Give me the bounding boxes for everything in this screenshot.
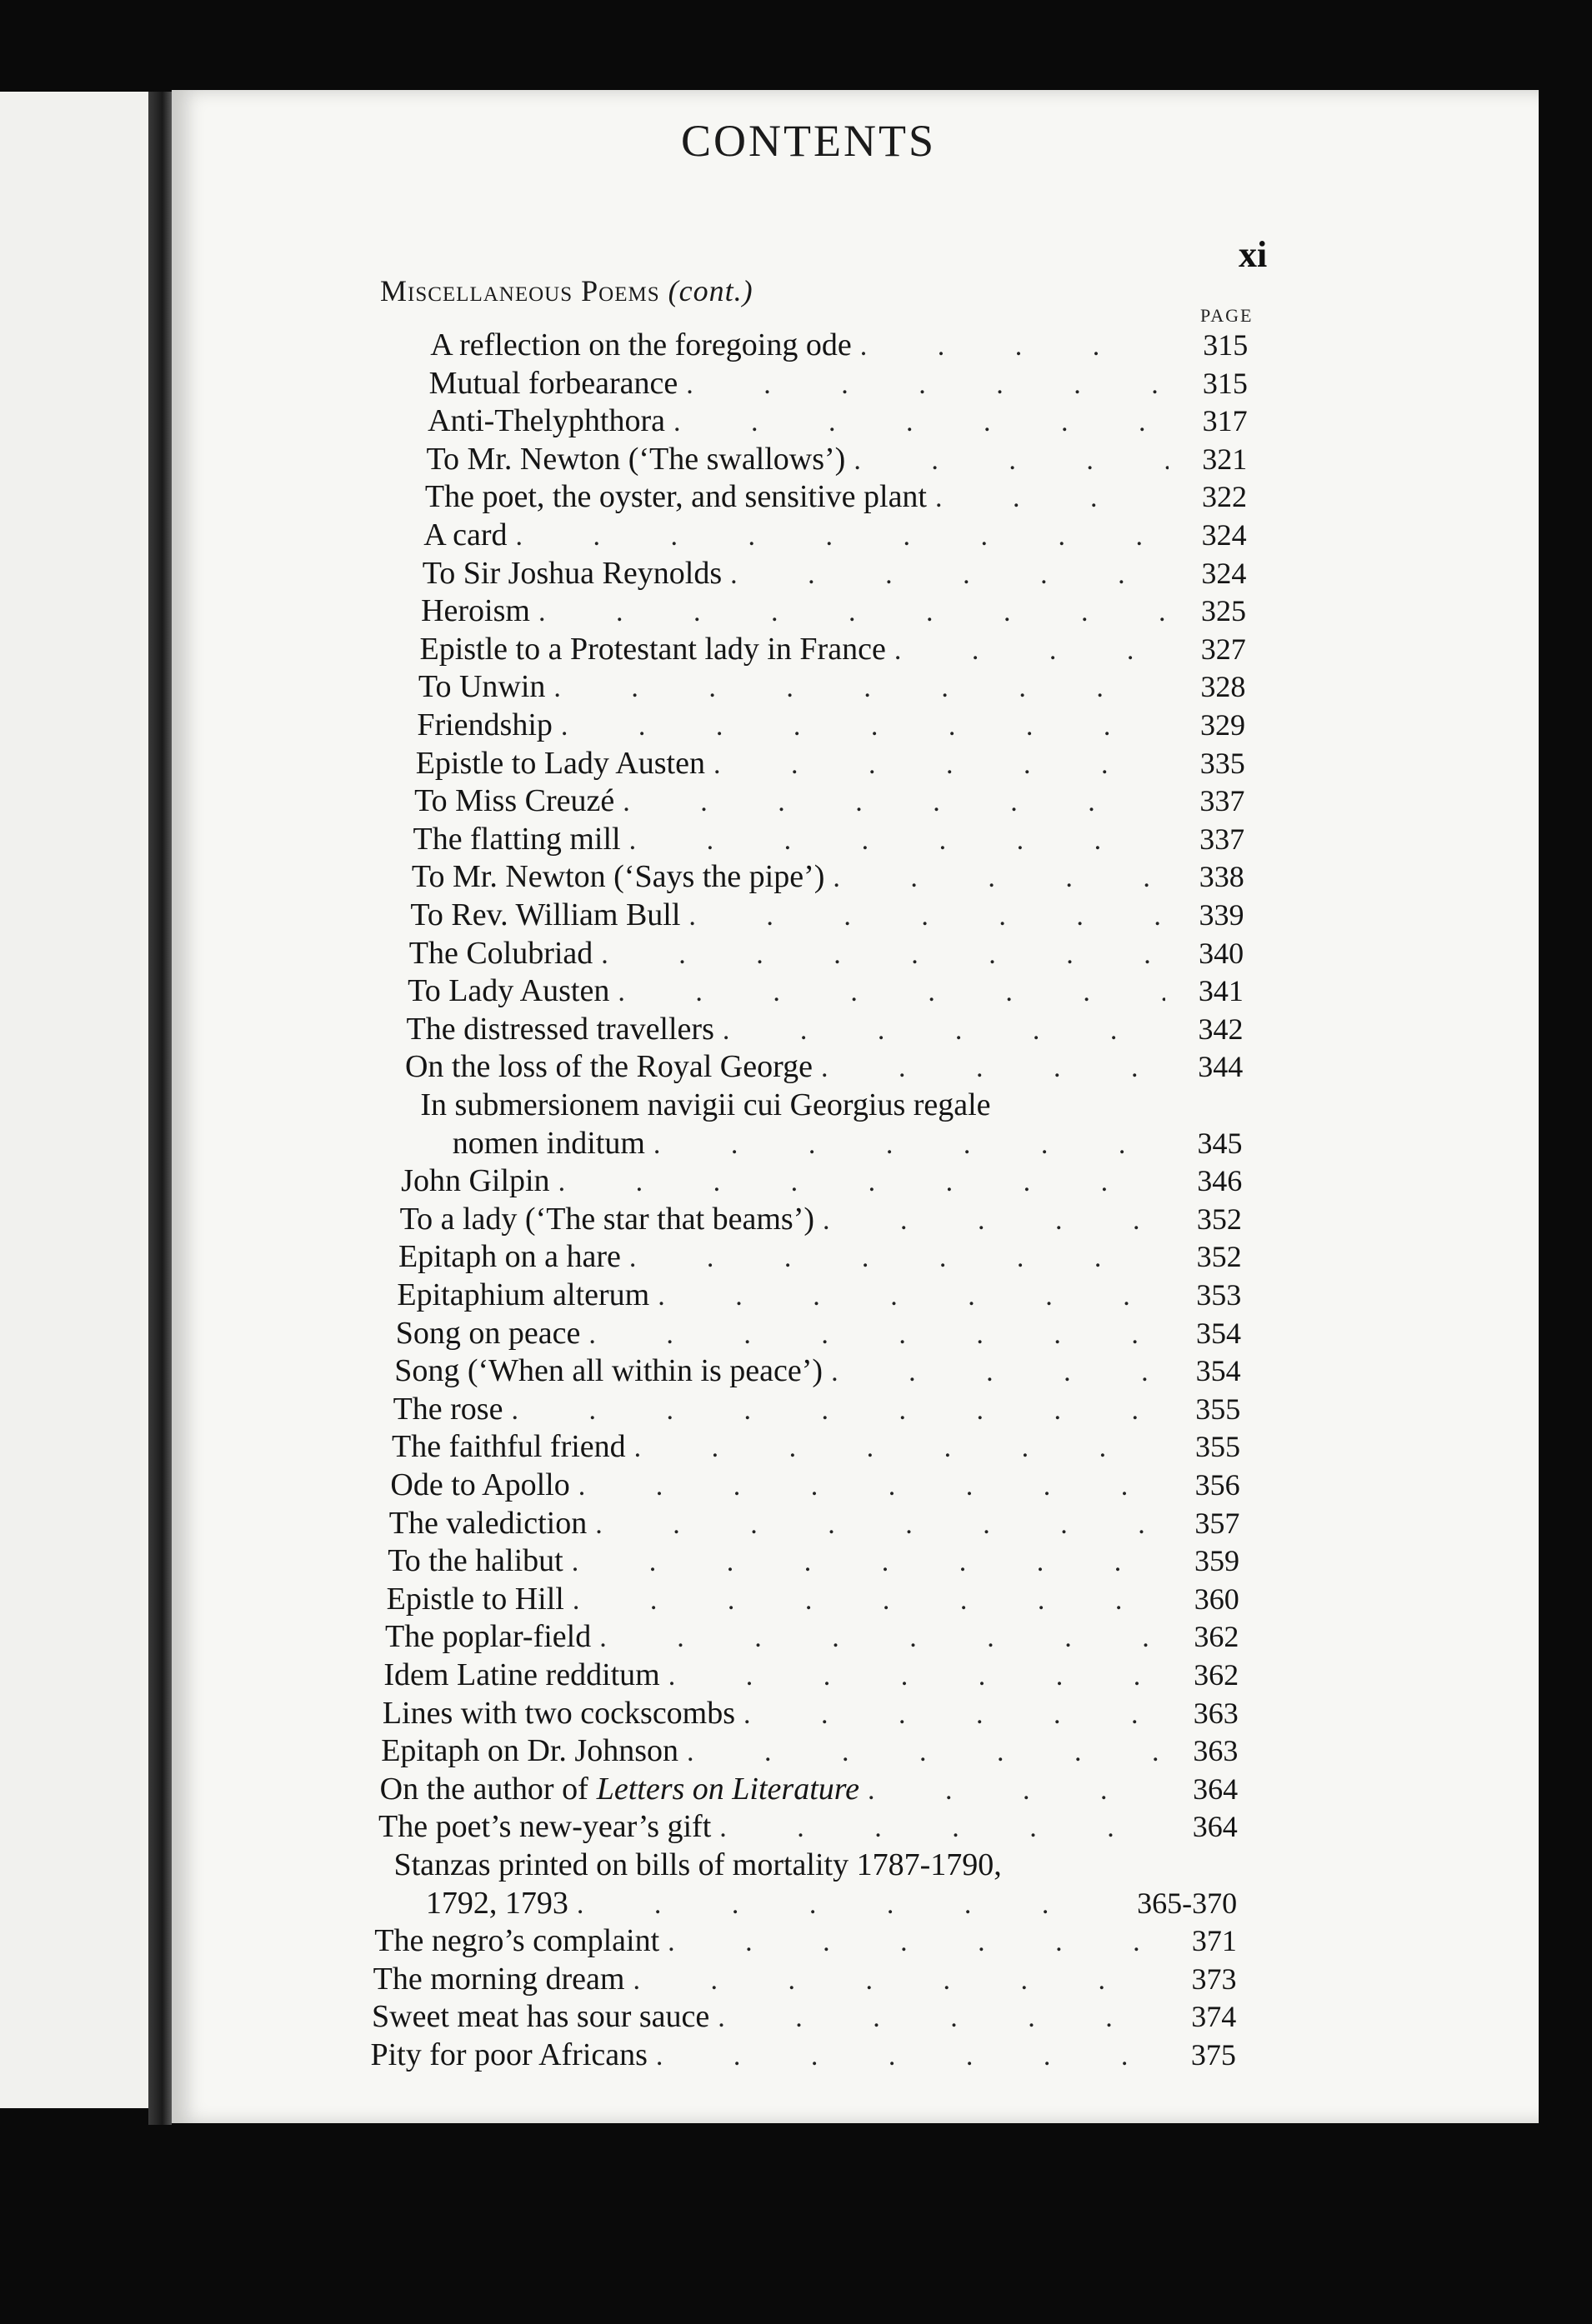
section-title: Miscellaneous Poems [380, 274, 660, 307]
toc-entry [423, 555, 1247, 593]
toc-entry-page: 339 [1199, 898, 1244, 932]
toc-entry-title: Epitaph on Dr. Johnson [381, 1733, 678, 1769]
toc-entry-page: 321 [1202, 442, 1248, 476]
toc-entry [400, 1201, 1242, 1239]
dot-leader [718, 2002, 1158, 2034]
toc-entry [428, 402, 1248, 441]
toc-entry-title: Song on peace [395, 1315, 581, 1351]
toc-entry-page: 355 [1194, 1430, 1240, 1464]
toc-entry-page: 359 [1194, 1544, 1240, 1578]
toc-entry-title: On the loss of the Royal George [404, 1049, 813, 1085]
toc-entry [372, 1998, 1236, 2037]
toc-entry-title: The faithful friend [391, 1429, 626, 1465]
dot-leader [935, 482, 1169, 514]
toc-entry [417, 707, 1245, 745]
toc-entry [378, 1808, 1238, 1847]
toc-entry-title: Epistle to Lady Austen [415, 745, 705, 781]
toc-entry [408, 972, 1244, 1011]
dot-leader [629, 825, 1167, 857]
toc-entry-title-italic: Letters on Literature [596, 1771, 859, 1807]
toc-entry-title: The flatting mill [413, 821, 621, 857]
dot-leader [656, 2041, 1158, 2072]
toc-entry [401, 1162, 1242, 1201]
toc-entry-title: 1792, 1793 [425, 1885, 568, 1921]
toc-entry [394, 1352, 1240, 1391]
toc-entry-title: The Colubriad [408, 935, 593, 971]
toc-entry-title: To Unwin [418, 669, 546, 705]
dot-leader [578, 1471, 1162, 1502]
toc-entry-page: 337 [1199, 822, 1245, 856]
dot-leader [821, 1052, 1164, 1084]
toc-entry-title: Heroism [421, 593, 530, 629]
toc-entry-title: A reflection on the foregoing ode [430, 327, 852, 362]
dot-leader [719, 1812, 1159, 1844]
toc-entry-title: The valediction [388, 1505, 588, 1541]
dot-leader [868, 1775, 1159, 1807]
toc-entry-title: The poplar-field [385, 1619, 592, 1655]
dot-leader [629, 1242, 1164, 1274]
dot-leader [538, 597, 1168, 628]
toc-entry-title: The rose [393, 1391, 503, 1427]
toc-entry-title: The distressed travellers [406, 1011, 714, 1047]
toc-entry-page: 354 [1195, 1316, 1241, 1350]
toc-entry-page: 324 [1201, 518, 1247, 552]
dot-leader [730, 559, 1168, 591]
toc-entry [393, 1391, 1241, 1429]
toc-entry-title: John Gilpin [401, 1163, 550, 1199]
toc-entry [405, 1048, 1243, 1087]
toc-entry-page: 352 [1196, 1240, 1242, 1274]
toc-entry-page: 355 [1195, 1392, 1241, 1426]
dot-leader [601, 939, 1165, 971]
toc-entry-page: 374 [1191, 2000, 1237, 2034]
dot-leader [668, 1927, 1159, 1958]
section-continued: (cont.) [668, 274, 753, 307]
toc-entry [416, 745, 1245, 783]
toc-entry [374, 1922, 1237, 1961]
dot-leader [599, 1622, 1160, 1654]
dot-leader [633, 1965, 1158, 1997]
toc-entry [429, 365, 1248, 403]
toc-entry [397, 1277, 1241, 1315]
dot-leader [634, 1432, 1162, 1464]
dot-leader [860, 331, 1170, 362]
toc-entry-title: The negro’s complaint [374, 1923, 660, 1959]
toc-entry [373, 1961, 1237, 1999]
toc-entry-title: Ode to Apollo [390, 1467, 570, 1502]
dot-leader [653, 1129, 1164, 1161]
toc-entry [430, 327, 1248, 365]
toc-entry-line: In submersionem navigii cui Georgius regale [420, 1087, 991, 1122]
toc-entry-page: 362 [1194, 1620, 1239, 1654]
dot-leader [723, 1015, 1165, 1047]
toc-entry-title: Idem Latine redditum [383, 1657, 660, 1692]
toc-entry-title: To Rev. William Bull [410, 897, 681, 932]
toc-entry-page: 360 [1194, 1582, 1239, 1616]
dot-leader [577, 1889, 1104, 1921]
dot-leader [686, 369, 1169, 401]
dot-leader [831, 1357, 1163, 1388]
toc-entry-title: To Mr. Newton (‘The swallows’) [426, 441, 846, 477]
toc-entry-page: 363 [1193, 1734, 1239, 1768]
toc-entry-page: 365-370 [1137, 1886, 1238, 1920]
toc-entry [418, 668, 1245, 707]
toc-entry [420, 631, 1246, 669]
toc-entry-page: 371 [1191, 1924, 1237, 1958]
toc-entry [414, 782, 1244, 821]
toc-entry-page: 375 [1190, 2038, 1236, 2072]
dot-leader [713, 749, 1167, 781]
dot-leader [823, 1205, 1164, 1237]
toc-entry-page: 353 [1196, 1278, 1242, 1312]
toc-entry-title: To Miss Creuzé [414, 783, 615, 819]
toc-entry-page: 363 [1193, 1696, 1239, 1730]
toc-entry [383, 1695, 1239, 1733]
toc-entry [423, 517, 1246, 555]
toc-entry-title: A card [423, 517, 508, 552]
dot-leader [673, 407, 1169, 438]
toc-entry-page: 356 [1194, 1468, 1240, 1502]
toc-entry-title: Lines with two cockscombs [382, 1695, 736, 1731]
dot-leader [553, 672, 1167, 704]
toc-entry-page: 373 [1191, 1962, 1237, 1996]
toc-entry-title: On the author of [379, 1771, 588, 1807]
toc-entry-page: 317 [1202, 404, 1248, 438]
toc-entry-page: 364 [1193, 1772, 1239, 1806]
toc-entry [388, 1542, 1239, 1581]
toc-entry-title: nomen inditum [452, 1125, 645, 1161]
dot-leader [894, 635, 1168, 667]
toc-entry-title: To Lady Austen [408, 973, 610, 1009]
toc-entry [385, 1618, 1239, 1657]
toc-entry [389, 1505, 1240, 1543]
dot-leader [623, 787, 1166, 818]
toc-entry-page: 352 [1196, 1202, 1242, 1236]
dot-leader [833, 862, 1165, 894]
toc-entry-page: 315 [1203, 328, 1249, 362]
toc-entry-title: Epitaph on a hare [398, 1239, 621, 1275]
toc-entry [409, 935, 1244, 973]
toc-entry [421, 592, 1246, 631]
toc-entry-page: 344 [1198, 1050, 1244, 1084]
toc-entry [425, 478, 1247, 517]
toc-entry-page: 324 [1201, 556, 1247, 590]
toc-entry-page: 338 [1199, 860, 1244, 894]
toc-entry [398, 1238, 1242, 1277]
toc-entry-page: 341 [1198, 974, 1244, 1008]
toc-entry-page: 364 [1192, 1810, 1238, 1844]
dot-leader [588, 1319, 1163, 1351]
toc-entry-title: Pity for poor Africans [370, 2037, 648, 2072]
toc-entry-title: Anti-Thelyphthora [428, 403, 666, 439]
toc-entry-page: 357 [1194, 1506, 1240, 1540]
toc-entry [392, 1428, 1240, 1467]
dot-leader [561, 711, 1167, 742]
toc-entry-title: Epitaphium alterum [397, 1277, 650, 1312]
dot-leader [743, 1699, 1160, 1731]
dot-leader [658, 1281, 1163, 1312]
dot-leader [595, 1509, 1161, 1541]
toc-entry [426, 1885, 1237, 1923]
toc-entry-page: 335 [1199, 746, 1245, 780]
toc-entry-page: 345 [1197, 1126, 1243, 1160]
toc-entry-title: Epistle to Hill [386, 1581, 564, 1617]
toc-entry [390, 1467, 1239, 1505]
page-column-label: PAGE [1200, 305, 1254, 326]
running-head: CONTENTS [681, 116, 936, 166]
dot-leader [854, 445, 1169, 477]
toc-entry-title: To a lady (‘The star that beams’) [399, 1201, 815, 1237]
toc-entry-page: 329 [1200, 708, 1246, 742]
toc-entry-page: 354 [1195, 1354, 1241, 1388]
toc-entry-page: 340 [1199, 936, 1244, 970]
toc-entry-title: The morning dream [373, 1961, 625, 1997]
dot-leader [572, 1547, 1161, 1578]
toc-entry-title: The poet’s new-year’s gift [378, 1809, 712, 1845]
toc-entry [407, 1011, 1244, 1049]
toc-entry-title: To Sir Joshua Reynolds [422, 555, 723, 591]
toc-entry-page: 342 [1198, 1012, 1244, 1046]
toc-entry [453, 1125, 1243, 1163]
dot-leader [558, 1167, 1164, 1198]
toc-entry-page: 325 [1201, 594, 1246, 628]
toc-entry [426, 441, 1247, 479]
toc-entry [370, 2037, 1235, 2075]
toc-entry-page: 327 [1200, 632, 1246, 666]
dot-leader [688, 901, 1165, 932]
toc-entry [413, 821, 1245, 859]
dot-leader [668, 1661, 1160, 1692]
toc-entry-page: 328 [1200, 670, 1246, 704]
dot-leader [511, 1395, 1162, 1427]
toc-entry-page: 346 [1197, 1164, 1243, 1198]
toc-entry-page: 362 [1194, 1658, 1239, 1692]
dot-leader [618, 977, 1164, 1008]
toc-entry-title: Mutual forbearance [428, 365, 678, 401]
dot-leader [687, 1737, 1159, 1768]
toc-entry-line: Stanzas printed on bills of mortality 1787-1790, [393, 1847, 1002, 1882]
toc-entry-title: To Mr. Newton (‘Says the pipe’) [411, 859, 825, 895]
page-number: xi [1239, 234, 1268, 275]
toc-entry-title: Friendship [417, 707, 553, 742]
toc-entry [387, 1581, 1239, 1619]
toc-entry-title: Sweet meat has sour sauce [372, 1999, 710, 2035]
toc-entry [381, 1732, 1238, 1771]
toc-entry-title: The poet, the oyster, and sensitive plant [424, 479, 927, 515]
toc-entry-title: Song (‘When all within is peace’) [394, 1353, 824, 1389]
toc-entry-title: To the halibut [388, 1543, 563, 1579]
toc-entry-title: Epistle to a Protestant lady in France [419, 631, 886, 667]
toc-entry-page: 322 [1201, 480, 1247, 514]
toc-entry [412, 858, 1244, 897]
toc-entry [380, 1771, 1238, 1809]
toc-entry-page: 315 [1202, 366, 1248, 400]
dot-leader [573, 1585, 1161, 1617]
toc-entry-page: 337 [1199, 784, 1245, 818]
toc-entry [396, 1315, 1241, 1353]
toc-entry [383, 1657, 1239, 1695]
toc-entry [410, 897, 1244, 935]
dot-leader [516, 521, 1169, 552]
